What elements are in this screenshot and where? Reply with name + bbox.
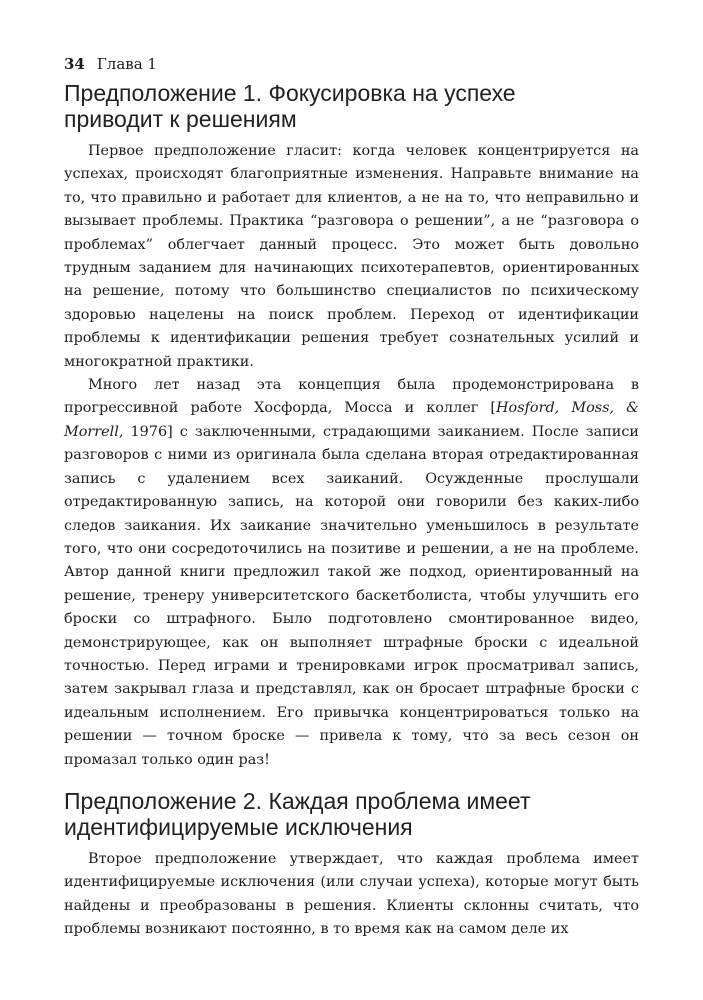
chapter-label: Глава 1: [96, 55, 157, 73]
section-1-heading-line-2: приводит к решениям: [64, 106, 297, 132]
section-2-heading: [64, 788, 639, 840]
section-spacer: [64, 772, 639, 788]
paragraph-2-text-after-citation: , 1976] с заключенными, страдающими заиканием. После записи разговоров с ними из оригинала была сделана вторая отредактированная запись с удалением всех заиканий. Осужденные прослушали отредактированную запись, на которой они говорили без каких-либо следов заикания. Их заикание значительно уменьшилось в результате того, что они сосредоточились на позитиве и решении, а не на проблеме. Автор данной книги предложил такой же подход, ориентированный на решение, тренеру университетского баскетболиста, чтобы улучшить его броски со штрафного. Было подготовлено смонтированное видео, демонстрирующее, как он выполняет штрафные броски с идеальной точностью. Перед играми и тренировками игрок просматривал запись, затем закрывал глаза и представлял, как он бросает штрафные броски с идеальным исполнением. Его привычка концентрироваться только на решении — точном броске — привела к тому, что за весь сезон он промазал только один раз!: [64, 423, 639, 768]
section-1-heading: [64, 80, 639, 132]
running-head: [64, 52, 639, 76]
citation-authors: Hosford, Moss, & Morrell: [64, 400, 639, 440]
paragraph-2-text-before-citation: Много лет назад эта концепция была продемонстрирована в прогрессивной работе Хосфорда, Мосса и коллег [: [64, 377, 639, 417]
section-2-heading-line-2: идентифицируемые исключения: [64, 813, 413, 840]
book-page: [64, 52, 639, 942]
page-number: 34: [64, 55, 85, 73]
section-2-heading-line-1: Предположение 2. Каждая проблема имеет: [64, 787, 531, 814]
section-2-paragraph-1: Второе предположение утверждает, что каждая проблема имеет идентифицируемые исключения (или случаи успеха), которые могут быть найдены и преобразованы в решения. Клиенты склонны считать, что проблемы возникают постоянно, в то время как на самом деле их: [64, 850, 639, 938]
section-1-heading-line-1: Предположение 1. Фокусировка на успехе: [64, 80, 516, 106]
section-1-paragraph-1: Первое предположение гласит: когда человек концентрируется на успехах, происходят благоприятные изменения. Направьте внимание на то, что правильно и работает для клиентов, а не на то, что неправильно и вызывает проблемы. Практика “разговора о решении”, а не “разговора о проблемах” облегчает данный процесс. Это может быть довольно трудным заданием для начинающих психотерапевтов, ориентированных на решение, потому что большинство специалистов по психическому здоровью нацелены на поиск проблем. Переход от идентификации проблемы к идентификации решения требует сознательных усилий и многократной практики.: [64, 143, 639, 370]
section-1-paragraph-2: [64, 374, 639, 772]
